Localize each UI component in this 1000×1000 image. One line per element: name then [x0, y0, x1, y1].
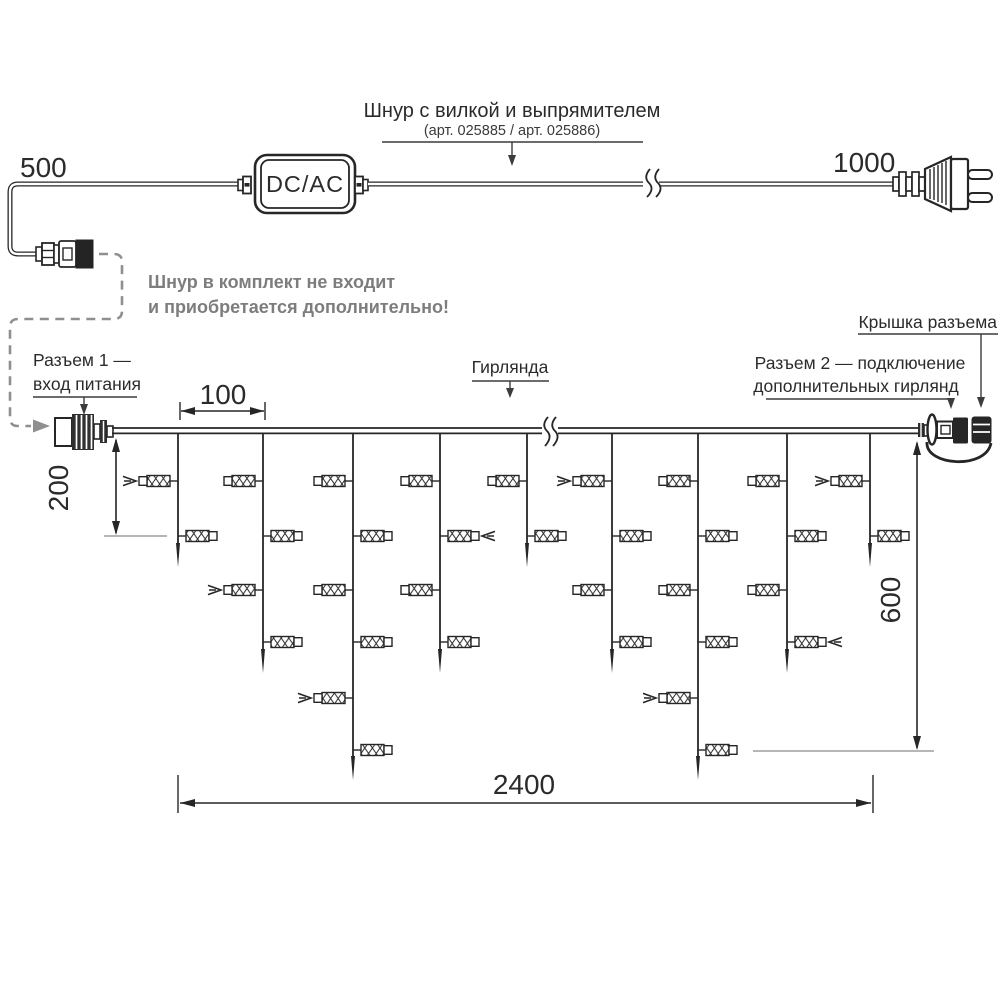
lamp-cap	[659, 586, 667, 595]
lamp-cap	[384, 746, 392, 755]
flash-arrow-icon	[557, 476, 570, 485]
lamp-cap	[729, 532, 737, 541]
flash-arrow-icon	[815, 476, 828, 485]
lamp-icon	[878, 531, 901, 542]
lamp-cap	[729, 746, 737, 755]
garland-label: Гирлянда	[471, 357, 549, 377]
connector1-label-line2: вход питания	[33, 374, 141, 394]
lamp-cap	[573, 477, 581, 486]
drop-tip	[868, 543, 872, 567]
drop-tip	[176, 543, 180, 567]
drop-tip	[785, 649, 789, 673]
cord-right	[368, 169, 897, 197]
lamp-icon	[706, 745, 729, 756]
dim-600	[753, 441, 934, 751]
lamp-cap	[139, 477, 147, 486]
lamp-cap	[818, 532, 826, 541]
dim-1000: 1000	[833, 147, 896, 178]
flash-arrow-icon	[643, 693, 656, 702]
lamp-icon	[706, 637, 729, 648]
lamp-cap	[748, 586, 756, 595]
lamp-cap	[659, 477, 667, 486]
lamp-cap	[384, 638, 392, 647]
lamp-cap	[314, 694, 322, 703]
flash-arrow-icon	[829, 637, 842, 646]
lamp-cap	[748, 477, 756, 486]
lamp-icon	[667, 476, 690, 487]
not-included-note-line2: и приобретается дополнительно!	[148, 297, 449, 317]
lamp-cap	[294, 638, 302, 647]
lamp-icon	[620, 637, 643, 648]
lamp-cap	[831, 477, 839, 486]
lamp-icon	[706, 531, 729, 542]
garland-drops	[123, 433, 909, 780]
lamp-cap	[818, 638, 826, 647]
drop-tip	[351, 756, 355, 780]
lamp-cap	[643, 638, 651, 647]
connector2-label-line1: Разъем 2 — подключение	[754, 353, 966, 373]
lamp-cap	[471, 638, 479, 647]
dim-100-value: 100	[199, 379, 247, 410]
garland-leader	[472, 381, 549, 398]
lamp-icon	[322, 693, 345, 704]
lamp-cap	[209, 532, 217, 541]
cord-title: Шнур с вилкой и выпрямителем	[363, 100, 661, 122]
lamp-cap	[401, 586, 409, 595]
not-included-note-line1: Шнур в комплект не входит	[148, 272, 396, 292]
lamp-icon	[322, 476, 345, 487]
drop-tip	[261, 649, 265, 673]
connector2-label-line2: дополнительных гирлянд	[753, 376, 959, 396]
lamp-icon	[186, 531, 209, 542]
lamp-icon	[620, 531, 643, 542]
lamp-icon	[361, 531, 384, 542]
lamp-icon	[756, 476, 779, 487]
lamp-cap	[488, 477, 496, 486]
connector1-leader	[33, 397, 137, 415]
lamp-cap	[643, 532, 651, 541]
cap-label: Крышка разъема	[858, 312, 997, 332]
connector2-icon	[918, 415, 992, 462]
dim-100	[180, 379, 265, 420]
dim-200-value: 200	[43, 464, 74, 512]
lamp-icon	[795, 531, 818, 542]
cord-article-numbers: (арт. 025885 / арт. 025886)	[423, 123, 601, 139]
drop-tip	[525, 543, 529, 567]
dcac-label: DC/AC	[265, 171, 345, 197]
lamp-icon	[271, 531, 294, 542]
lamp-icon	[667, 693, 690, 704]
cap-leash	[927, 442, 991, 462]
lamp-icon	[232, 585, 255, 596]
lamp-cap	[659, 694, 667, 703]
lamp-icon	[232, 476, 255, 487]
lamp-icon	[409, 476, 432, 487]
flash-arrow-icon	[123, 476, 136, 485]
connector-cap-icon	[972, 417, 992, 444]
not-included-dashed-path	[10, 254, 122, 426]
dim-600-value: 600	[875, 576, 906, 624]
drop-tip	[610, 649, 614, 673]
drop-tip	[696, 756, 700, 780]
lamp-cap	[314, 477, 322, 486]
flash-arrow-icon	[298, 693, 311, 702]
lamp-cap	[573, 586, 581, 595]
lamp-icon	[448, 637, 471, 648]
lamp-cap	[558, 532, 566, 541]
dim-2400	[178, 769, 873, 813]
lamp-icon	[322, 585, 345, 596]
flash-arrow-icon	[208, 585, 221, 594]
lamp-icon	[535, 531, 558, 542]
lamp-icon	[147, 476, 170, 487]
lamp-icon	[839, 476, 862, 487]
lamp-cap	[314, 586, 322, 595]
lamp-cap	[224, 477, 232, 486]
lamp-cap	[294, 532, 302, 541]
connector1-icon	[55, 414, 113, 450]
cord-title-leader	[382, 142, 643, 166]
garland-wire	[112, 417, 918, 446]
lamp-cap	[471, 532, 479, 541]
lamp-cap	[401, 477, 409, 486]
power-input-plug-icon	[36, 240, 93, 268]
mains-plug-icon	[893, 157, 992, 211]
lamp-icon	[271, 637, 294, 648]
lamp-icon	[448, 531, 471, 542]
lamp-icon	[581, 476, 604, 487]
garland-section	[33, 312, 998, 813]
lamp-icon	[361, 745, 384, 756]
dim-2400-value: 2400	[492, 769, 556, 800]
dcac-converter	[238, 155, 368, 213]
connector1-label-line1: Разъем 1 —	[33, 350, 131, 370]
lamp-icon	[795, 637, 818, 648]
lamp-icon	[667, 585, 690, 596]
lamp-icon	[409, 585, 432, 596]
lamp-cap	[729, 638, 737, 647]
drop-tip	[438, 649, 442, 673]
dim-500: 500	[20, 152, 67, 183]
lamp-icon	[581, 585, 604, 596]
lamp-icon	[496, 476, 519, 487]
lamp-icon	[361, 637, 384, 648]
lamp-cap	[901, 532, 909, 541]
lamp-cap	[224, 586, 232, 595]
lamp-cap	[384, 532, 392, 541]
dashed-arrow-icon	[33, 420, 50, 433]
connector2-leader	[766, 398, 955, 409]
flash-arrow-icon	[482, 531, 495, 540]
lamp-icon	[756, 585, 779, 596]
